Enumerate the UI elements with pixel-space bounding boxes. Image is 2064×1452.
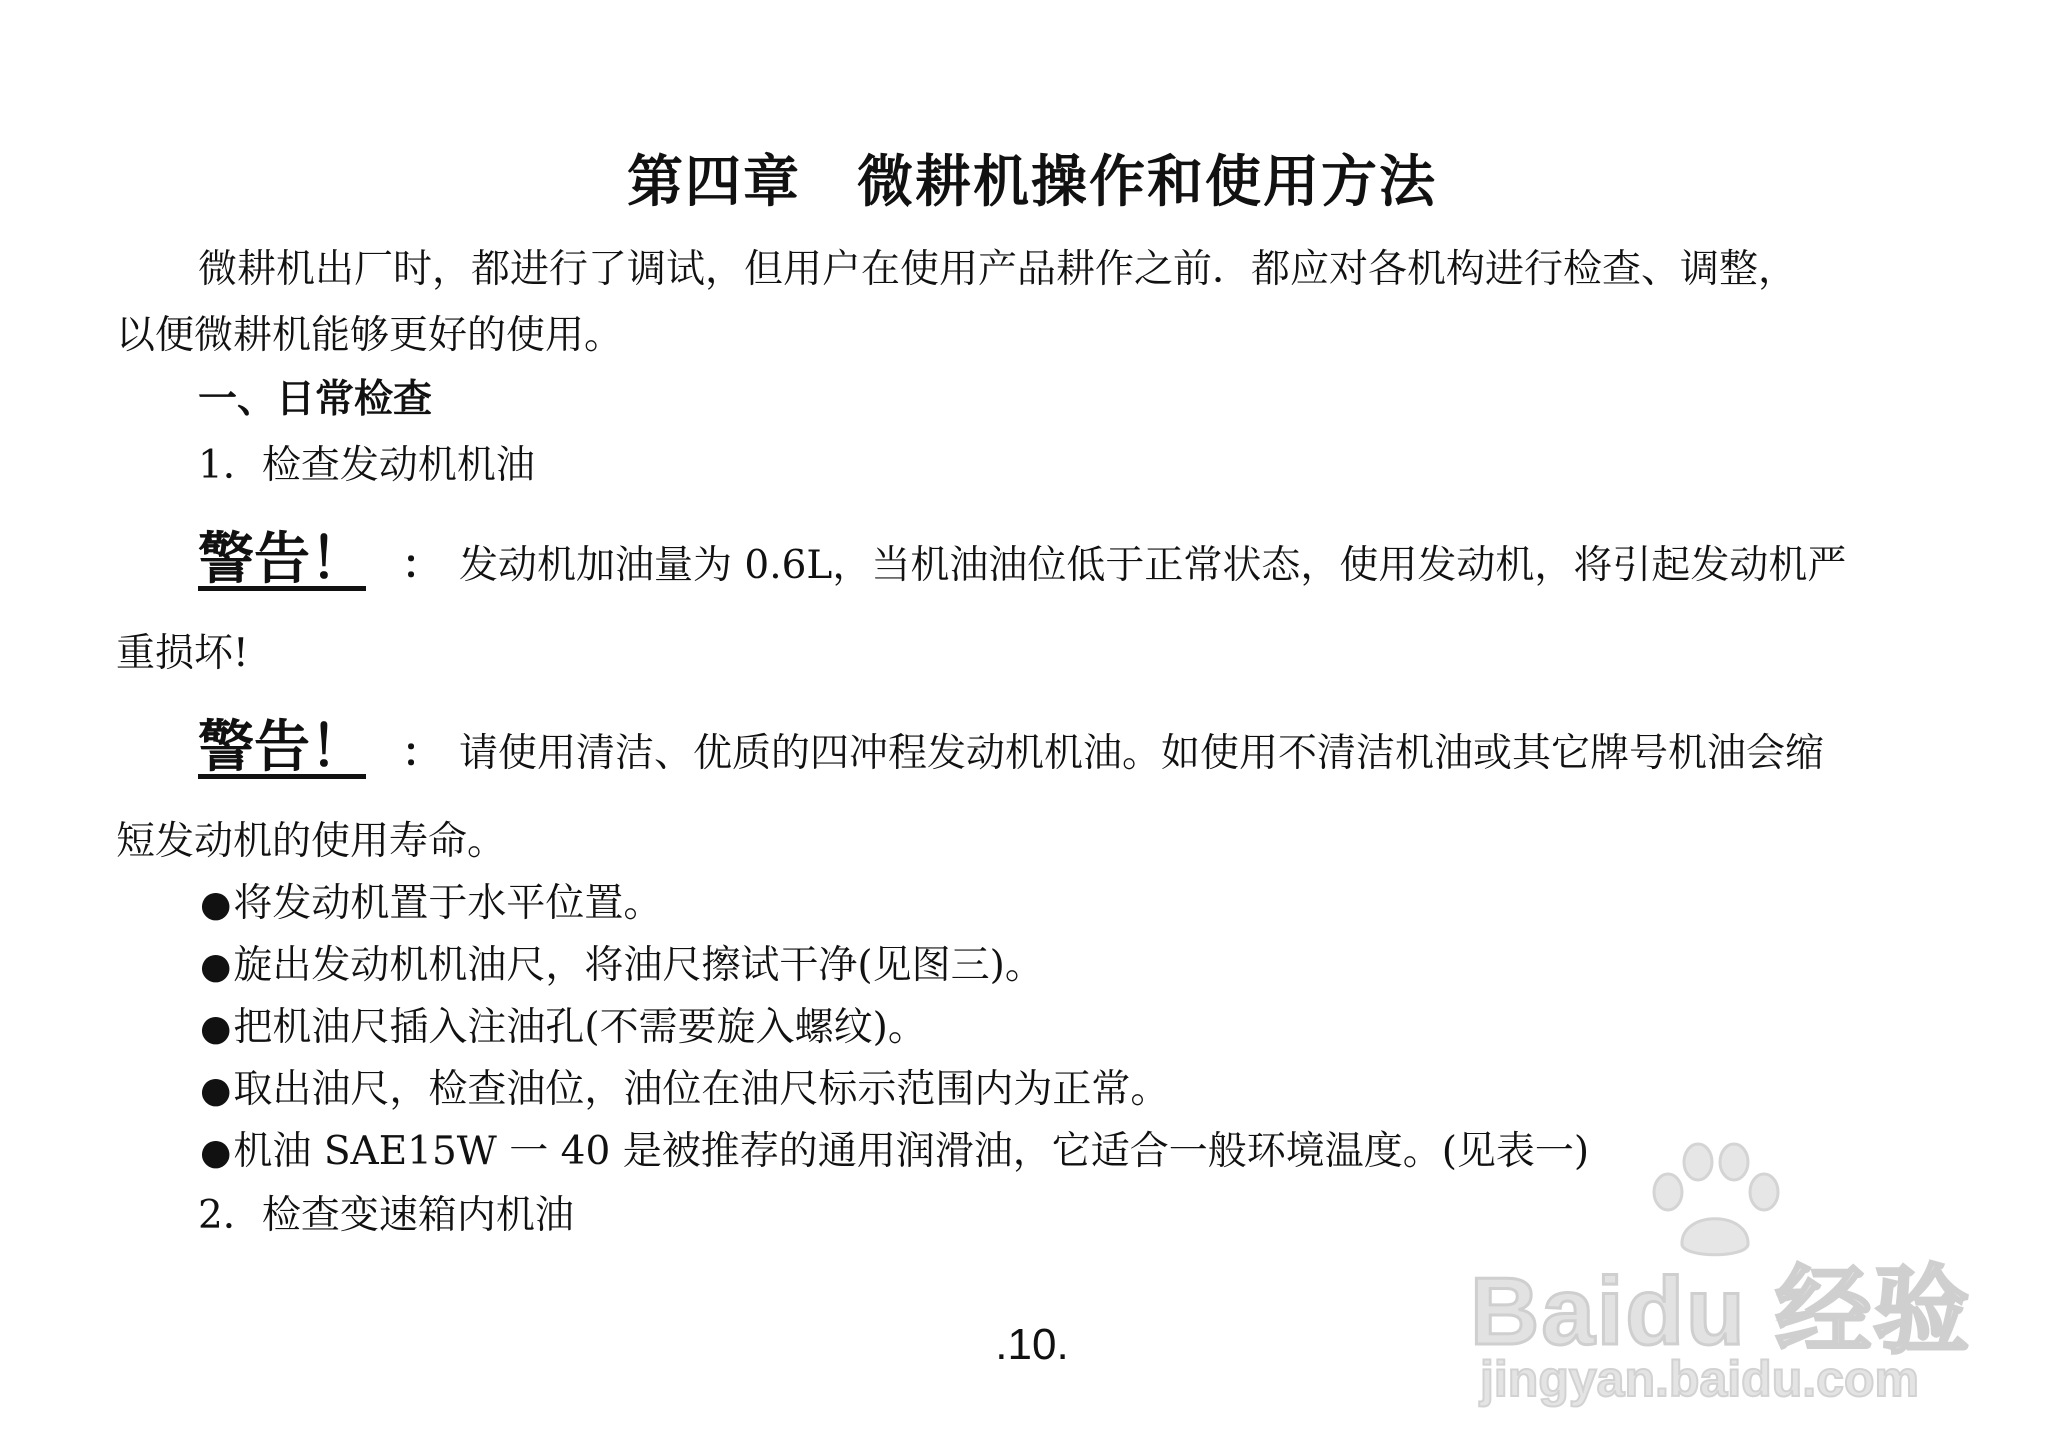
- bullet-text: 机油 SAE15W 一 40 是被推荐的通用润滑油，它适合一般环境温度。(见表一): [233, 1129, 1590, 1174]
- page-number: .10.: [995, 1320, 1069, 1369]
- intro-paragraph-line1: 微耕机出厂时，都进行了调试，但用户在使用产品耕作之前．都应对各机构进行检查、调整，: [198, 247, 1798, 292]
- bullet-text: 取出油尺，检查油位，油位在油尺标示范围内为正常。: [233, 1067, 1170, 1112]
- bullet-icon: ●: [200, 946, 232, 987]
- warning2-colon: ：: [402, 730, 442, 776]
- warning1-text: 发动机加油量为 0.6L，当机油油位低于正常状态，使用发动机，将引起发动机严: [459, 543, 1847, 588]
- bullet-item: [200, 1067, 1170, 1112]
- bullet-icon: ●: [200, 1070, 232, 1111]
- chapter-title: [0, 138, 2064, 218]
- bullet-icon: ●: [200, 1008, 232, 1049]
- item-check-gearbox-oil: 2．检查变速箱内机油: [198, 1193, 574, 1238]
- warning2-label: 警告！: [198, 715, 366, 780]
- warning1-colon: ：: [402, 542, 442, 588]
- bullet-item: [200, 881, 663, 926]
- watermark-brand: Baidu 经验: [1470, 1258, 1972, 1365]
- warning2-line2: 短发动机的使用寿命。: [116, 819, 507, 864]
- bullet-item: [200, 1005, 927, 1050]
- item-check-engine-oil: 1．检查发动机机油: [198, 443, 535, 488]
- bullet-icon: ●: [200, 884, 232, 925]
- baidu-watermark: [1470, 1140, 2030, 1407]
- bullet-text: 把机油尺插入注油孔(不需要旋入螺纹)。: [233, 1005, 927, 1050]
- bullet-text: 将发动机置于水平位置。: [233, 881, 663, 926]
- bullet-icon: ●: [200, 1132, 232, 1173]
- bullet-item: [200, 1129, 1590, 1174]
- chapter-name: 微耕机操作和使用方法: [857, 150, 1437, 215]
- warning2-text: 请使用清洁、优质的四冲程发动机机油。如使用不清洁机油或其它牌号机油会缩: [459, 731, 1825, 776]
- chapter-number: 第四章: [627, 150, 801, 215]
- section-heading-daily-check: 一、日常检查: [198, 377, 433, 422]
- warning1-label: 警告！: [198, 527, 366, 592]
- warning1-line1: [198, 527, 1847, 592]
- warning2-line1: [198, 715, 1825, 780]
- warning1-line2: 重损坏!: [116, 631, 249, 676]
- intro-paragraph-line2: 以便微耕机能够更好的使用。: [116, 313, 624, 358]
- watermark-url: jingyan.baidu.com: [1480, 1351, 1919, 1407]
- bullet-text: 旋出发动机机油尺，将油尺擦试干净(见图三)。: [233, 943, 1044, 988]
- bullet-item: [200, 943, 1044, 988]
